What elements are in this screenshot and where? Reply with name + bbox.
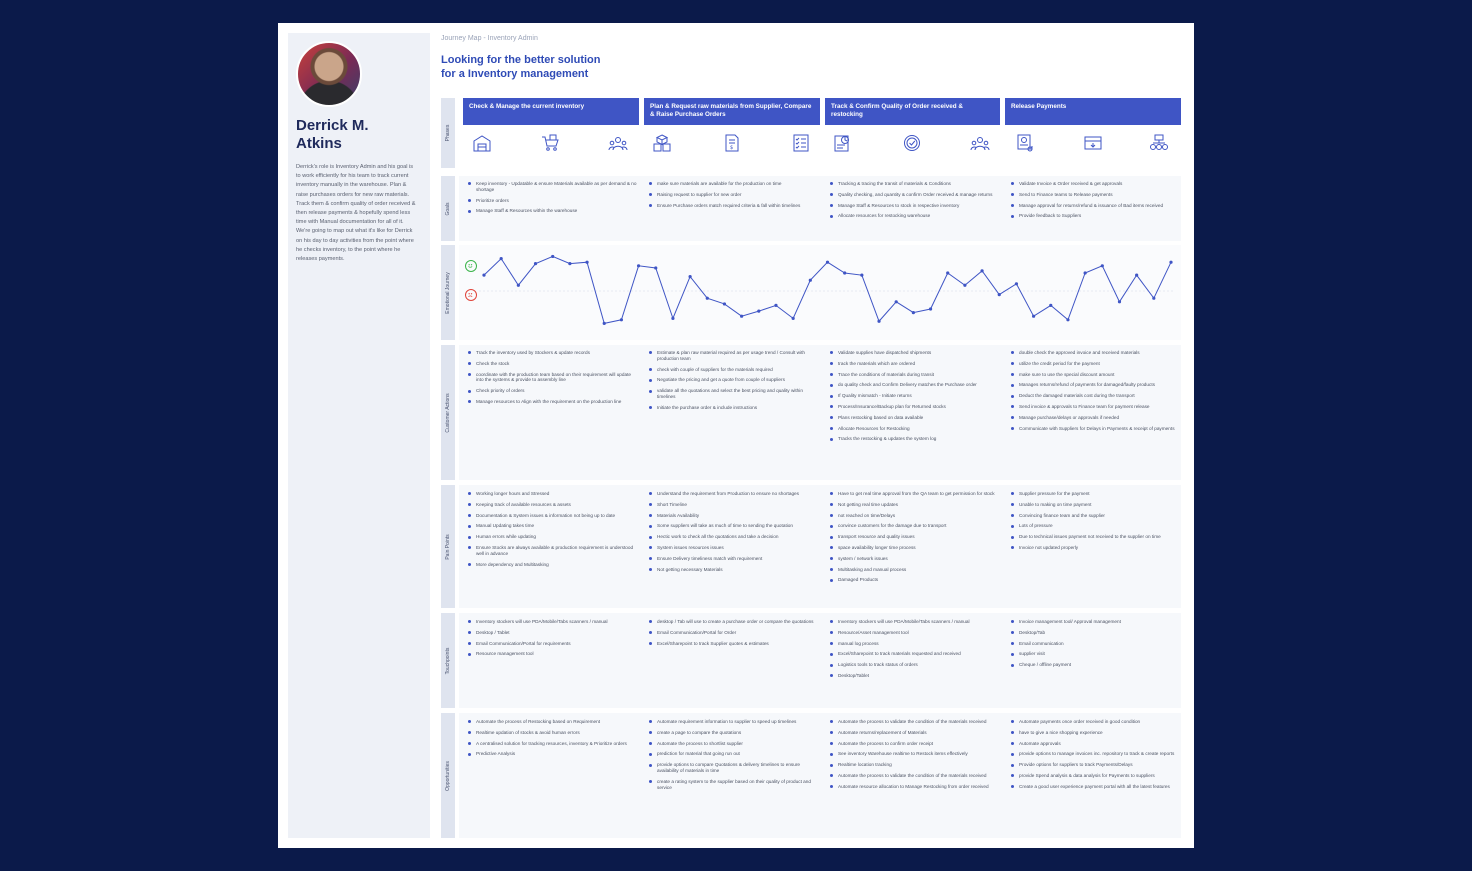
list-item: Excel/Sharepoint to track materials requested and received — [829, 651, 999, 657]
emotion-point — [809, 279, 812, 282]
emotion-point — [998, 293, 1001, 296]
list-item: Desktop/Tablet — [829, 673, 999, 679]
list-item: have to give a nice shopping experience — [1010, 730, 1180, 736]
checklist-icon — [791, 133, 811, 153]
phase-3: Track & Confirm Quality of Order received & restocking — [825, 98, 1000, 125]
cart-icon — [540, 133, 560, 153]
list-item: Some suppliers will take as much of time to sending the quotation — [648, 523, 818, 529]
emotional-journey-chart — [459, 245, 1181, 337]
list-item: Manual Updating takes time — [467, 523, 637, 529]
list-item: Automate the process to shortlist supplier — [648, 741, 818, 747]
list-item: do quality check and Confirm Delivery matches the Purchase order — [829, 382, 999, 388]
list-item: See inventory Warehouse realtime to Restock items effectively — [829, 751, 999, 757]
list-item: Check priority of orders — [467, 388, 637, 394]
payment-card-icon — [1083, 133, 1103, 153]
row-label-touchpoints: Touchpoints — [441, 613, 455, 708]
persona-name — [296, 117, 426, 153]
pain-col-1 — [467, 491, 637, 572]
breadcrumb: Journey Map - Inventory Admin — [441, 35, 538, 42]
touchpoints-col-4 — [1010, 619, 1180, 673]
page-title — [441, 54, 701, 81]
emotion-point — [1015, 282, 1018, 285]
svg-text:$: $ — [730, 145, 734, 151]
touchpoints-col-3 — [829, 619, 999, 684]
list-item: Materials Availability — [648, 513, 818, 519]
emotion-point — [1049, 304, 1052, 307]
list-item: Ensure Purchase orders match required criteria & fall within timelines — [648, 203, 818, 209]
list-item: Automate the process to confirm order receipt — [829, 741, 999, 747]
page-title-line-1: Looking for the better solution — [441, 54, 601, 66]
list-item: Manage Staff & Resources within the warehouse — [467, 208, 637, 214]
list-item: Create a good user experience payment portal with all the latest features — [1010, 784, 1180, 790]
list-item: Have to get real time approval from the QA team to get permission for stock — [829, 491, 999, 497]
persona-last-name: Atkins — [296, 135, 342, 152]
list-item: Keep inventory - Updatable & ensure Materials available as per demand & no shortage — [467, 181, 637, 193]
pain-col-4 — [1010, 491, 1180, 556]
row-label-actions: Customer Actions — [441, 345, 455, 480]
opportunities-col-2 — [648, 719, 818, 795]
list-item: Documentation & System issues & information not being up to date — [467, 513, 637, 519]
list-item: Validate Invoice & Order received & get approvals — [1010, 181, 1180, 187]
persona-first-name: Derrick M. — [296, 117, 369, 134]
touchpoints-col-2 — [648, 619, 818, 651]
list-item: Plans restocking based on data available — [829, 415, 999, 421]
emotion-point — [860, 274, 863, 277]
list-item: coordinate with the production team based on their requirement will update into the systems & provide to assembly line — [467, 372, 637, 384]
boxes-icon — [652, 133, 672, 153]
emotion-point — [1084, 271, 1087, 274]
emotion-point — [482, 274, 485, 277]
emotion-point — [740, 315, 743, 318]
goals-col-4 — [1010, 181, 1180, 224]
row-label-pain-points: Pain Points — [441, 485, 455, 608]
persona-description: Derrick's role is Inventory Admin and his goal is to work efficiently for his team to track current inventory manually in the warehouse. Plan & raise purchases orders for new raw materials. Track them & confirm quality of order received & then release payments & hopefully spend less time with Manual documentation for all of it. We're going to map out what it's like for Derrick on his day to day activities from the point where he checks inventory, to the point where he releases payments. — [296, 164, 416, 263]
phase-2: Plan & Request raw materials from Supplier, Compare & Raise Purchase Orders — [644, 98, 820, 125]
list-item: not reached on time/Delays — [829, 513, 999, 519]
list-item: Automate approvals — [1010, 741, 1180, 747]
list-item: Due to technical issues payment not received to the supplier on time — [1010, 534, 1180, 540]
opportunities-col-4 — [1010, 719, 1180, 795]
list-item: Resource/Asset management tool — [829, 630, 999, 636]
list-item: Not getting necessary Materials — [648, 567, 818, 573]
list-item: supplier visit — [1010, 651, 1180, 657]
emotion-point — [534, 262, 537, 265]
opportunities-col-3 — [829, 719, 999, 795]
goals-col-3 — [829, 181, 999, 224]
list-item: Track the inventory used by Stockers & update records — [467, 350, 637, 356]
emotion-point — [671, 317, 674, 320]
list-item: Email communication — [1010, 641, 1180, 647]
list-item: Allocate Resources for Restocking — [829, 426, 999, 432]
list-item: Automate resource allocation to Manage Restocking from order received — [829, 784, 999, 790]
emotion-point — [895, 300, 898, 303]
list-item: Hectic work to check all the quotations and take a decision — [648, 534, 818, 540]
list-item: Short Timeline — [648, 502, 818, 508]
list-item: Invoice not updated properly — [1010, 545, 1180, 551]
phase-1: Check & Manage the current inventory — [463, 98, 639, 125]
emotion-point — [517, 284, 520, 287]
list-item: Logistics tools to track status of orders — [829, 662, 999, 668]
emotion-point — [637, 264, 640, 267]
list-item: Manage purchase/delays or approvals if needed — [1010, 415, 1180, 421]
list-item: desktop / Tab will use to create a purchase order or compare the quotations — [648, 619, 818, 625]
list-item: Communicate with Suppliers for Delays in Payments & receipt of payments — [1010, 426, 1180, 432]
list-item: utilize the credit period for the payment — [1010, 361, 1180, 367]
list-item: Automate requirement information to supplier to speed up timelines — [648, 719, 818, 725]
list-item: make sure to use the special discount amount — [1010, 372, 1180, 378]
list-item: Automate the process to validate the condition of the materials received — [829, 773, 999, 779]
list-item: Tracks the restocking & updates the system log — [829, 436, 999, 442]
list-item: Multitasking and manual process — [829, 567, 999, 573]
emotion-point — [826, 261, 829, 264]
network-icon — [1149, 133, 1169, 153]
emotion-point — [654, 266, 657, 269]
list-item: If Quality mismatch - Initiate returns — [829, 393, 999, 399]
list-item: Send to Finance teams to Release payments — [1010, 192, 1180, 198]
list-item: Manages returns/refund of payments for damaged/faulty products — [1010, 382, 1180, 388]
list-item: Check the stock — [467, 361, 637, 367]
list-item: Automate returns/replacement of Materials — [829, 730, 999, 736]
pain-col-3 — [829, 491, 999, 588]
emotion-point — [963, 284, 966, 287]
list-item: Understand the requirement from Production to ensure no shortages — [648, 491, 818, 497]
tracking-icon — [833, 133, 853, 153]
goals-col-1 — [467, 181, 637, 219]
row-label-opportunities: Opportunities — [441, 713, 455, 838]
list-item: Estimate & plan raw material required as per usage trend / Consult with production team — [648, 350, 818, 362]
emotion-point — [689, 275, 692, 278]
emotion-point — [603, 322, 606, 325]
list-item: Quality checking, and quantity & confirm Order received & manage returns — [829, 192, 999, 198]
list-item: Automate the process to validate the condition of the materials received — [829, 719, 999, 725]
phase-4: Release Payments — [1005, 98, 1181, 125]
quality-badge-icon — [902, 133, 922, 153]
list-item: validate all the quotations and select the best pricing and quality within timelines — [648, 388, 818, 400]
warehouse-icon — [472, 133, 492, 153]
list-item: Resource management tool — [467, 651, 637, 657]
list-item: Initiate the purchase order & include instructions — [648, 405, 818, 411]
list-item: Desktop / Tablet — [467, 630, 637, 636]
list-item: Tracking & tracing the transit of materials & Conditions — [829, 181, 999, 187]
invoice-icon — [722, 133, 742, 153]
goals-col-2 — [648, 181, 818, 213]
emotion-point — [620, 318, 623, 321]
list-item: Not getting real time updates — [829, 502, 999, 508]
list-item: Working longer hours and Stressed — [467, 491, 637, 497]
row-label-phases: Phases — [441, 98, 455, 168]
list-item: Realtime location tracking — [829, 762, 999, 768]
emotion-point — [500, 257, 503, 260]
list-item: provide Spend analysis & data analysis for Payments to suppliers — [1010, 773, 1180, 779]
list-item: Raising request to supplier for new order — [648, 192, 818, 198]
persona-panel — [288, 33, 430, 838]
list-item: Excel/Sharepoint to track Supplier quotes & estimates — [648, 641, 818, 647]
list-item: Cheque / offline payment — [1010, 662, 1180, 668]
emotion-point — [706, 297, 709, 300]
list-item: create a page to compare the quotations — [648, 730, 818, 736]
list-item: Manage resources to Align with the requirement on the production line — [467, 399, 637, 405]
list-item: More dependency and Multitasking — [467, 562, 637, 568]
emotion-point — [980, 269, 983, 272]
list-item: transport resource and quality issues — [829, 534, 999, 540]
team-icon — [970, 133, 990, 153]
actions-col-3 — [829, 350, 999, 447]
list-item: Provide feedback to Suppliers — [1010, 213, 1180, 219]
list-item: double check the approved invoice and received materials — [1010, 350, 1180, 356]
emotion-point — [1101, 264, 1104, 267]
actions-col-4 — [1010, 350, 1180, 436]
emotion-line — [484, 256, 1171, 323]
list-item: space availability longer time process — [829, 545, 999, 551]
list-item: system / network issues — [829, 556, 999, 562]
row-label-emotional: Emotional Journey — [441, 245, 455, 340]
persona-avatar — [296, 41, 362, 107]
emotion-point — [912, 311, 915, 314]
list-item: Inventory stockers will use PDA/Mobile/Tabs scanners / manual — [467, 619, 637, 625]
journey-map-sheet — [278, 23, 1194, 848]
emotion-point — [1118, 300, 1121, 303]
list-item: Automate the process of Restocking based on Requirement — [467, 719, 637, 725]
list-item: Damaged Products — [829, 577, 999, 583]
list-item: Ensure Stocks are always available & production requirement is understood well in advance — [467, 545, 637, 557]
emotion-point — [568, 262, 571, 265]
list-item: track the materials which are ordered — [829, 361, 999, 367]
emotion-point — [585, 261, 588, 264]
list-item: Manage approval for returns/refund & issuance of Bad items received — [1010, 203, 1180, 209]
list-item: manual log process — [829, 641, 999, 647]
list-item: Predictive Analysis — [467, 751, 637, 757]
list-item: Keeping track of available resources & assets — [467, 502, 637, 508]
emotion-point — [1135, 274, 1138, 277]
list-item: System issues resources issues — [648, 545, 818, 551]
emotion-point — [1066, 318, 1069, 321]
list-item: Lots of pressure — [1010, 523, 1180, 529]
list-item: provide options to compare Quotations & delivery timelines to ensure availability of materials in time — [648, 762, 818, 774]
touchpoints-col-1 — [467, 619, 637, 662]
emotion-point — [1169, 261, 1172, 264]
list-item: Allocate resources for restocking warehouse — [829, 213, 999, 219]
list-item: convince customers for the damage due to transport — [829, 523, 999, 529]
list-item: Trace the conditions of materials during transit — [829, 372, 999, 378]
list-item: A centralised solution for tracking resources, inventory & Prioritize orders — [467, 741, 637, 747]
bill-icon — [1015, 133, 1035, 153]
list-item: Negotiate the pricing and get a quote from couple of suppliers — [648, 377, 818, 383]
list-item: Validate supplies have dispatched shipments — [829, 350, 999, 356]
list-item: Email Communication/Portal for Order — [648, 630, 818, 636]
emotion-point — [774, 304, 777, 307]
actions-col-1 — [467, 350, 637, 410]
list-item: make sure materials are available for the production on time — [648, 181, 818, 187]
opportunities-col-1 — [467, 719, 637, 762]
list-item: create a rating system to the supplier based on their quality of product and service — [648, 779, 818, 791]
list-item: Email Communication/Portal for requirements — [467, 641, 637, 647]
team-icon — [608, 133, 628, 153]
list-item: prediction for material that going run out — [648, 751, 818, 757]
emotion-point — [792, 317, 795, 320]
page-title-line-2: for a Inventory management — [441, 67, 589, 80]
pain-col-2 — [648, 491, 818, 577]
emotion-point — [929, 307, 932, 310]
emotion-point — [946, 271, 949, 274]
list-item: Prioritize orders — [467, 198, 637, 204]
emotion-point — [877, 320, 880, 323]
list-item: Send invoice & approvals to Finance team for payment release — [1010, 404, 1180, 410]
list-item: Desktop/Tab — [1010, 630, 1180, 636]
list-item: provide options to manage invoices inc. repository to track & create reports — [1010, 751, 1180, 757]
list-item: Unable to making on time payment — [1010, 502, 1180, 508]
emotion-point — [1152, 297, 1155, 300]
list-item: Ensure Delivery timeliness match with requirement — [648, 556, 818, 562]
list-item: Inventory stockers will use PDA/Mobile/Tabs scanners / manual — [829, 619, 999, 625]
list-item: Invoice management tool/ Approval management — [1010, 619, 1180, 625]
emotion-point — [843, 271, 846, 274]
list-item: Process/Insurance/Backup plan for Returned stocks — [829, 404, 999, 410]
emotion-point — [757, 310, 760, 313]
row-label-goals: Goals — [441, 176, 455, 241]
list-item: Convincing finance team and the supplier — [1010, 513, 1180, 519]
list-item: Human errors while updating — [467, 534, 637, 540]
list-item: Deduct the damaged materials cost during the transport — [1010, 393, 1180, 399]
emotion-point — [723, 302, 726, 305]
list-item: Realtime updation of stocks & avoid human errors — [467, 730, 637, 736]
list-item: check with couple of suppliers for the materials required — [648, 367, 818, 373]
emotion-point — [551, 255, 554, 258]
actions-col-2 — [648, 350, 818, 416]
emotional-journey-svg — [459, 245, 1181, 337]
list-item: Manage Staff & Resources to stock in respective inventory — [829, 203, 999, 209]
emotion-point — [1032, 315, 1035, 318]
list-item: Automate payments once order received in good condition — [1010, 719, 1180, 725]
list-item: Provide options for suppliers to track Payments/Delays — [1010, 762, 1180, 768]
list-item: Supplier pressure for the payment — [1010, 491, 1180, 497]
